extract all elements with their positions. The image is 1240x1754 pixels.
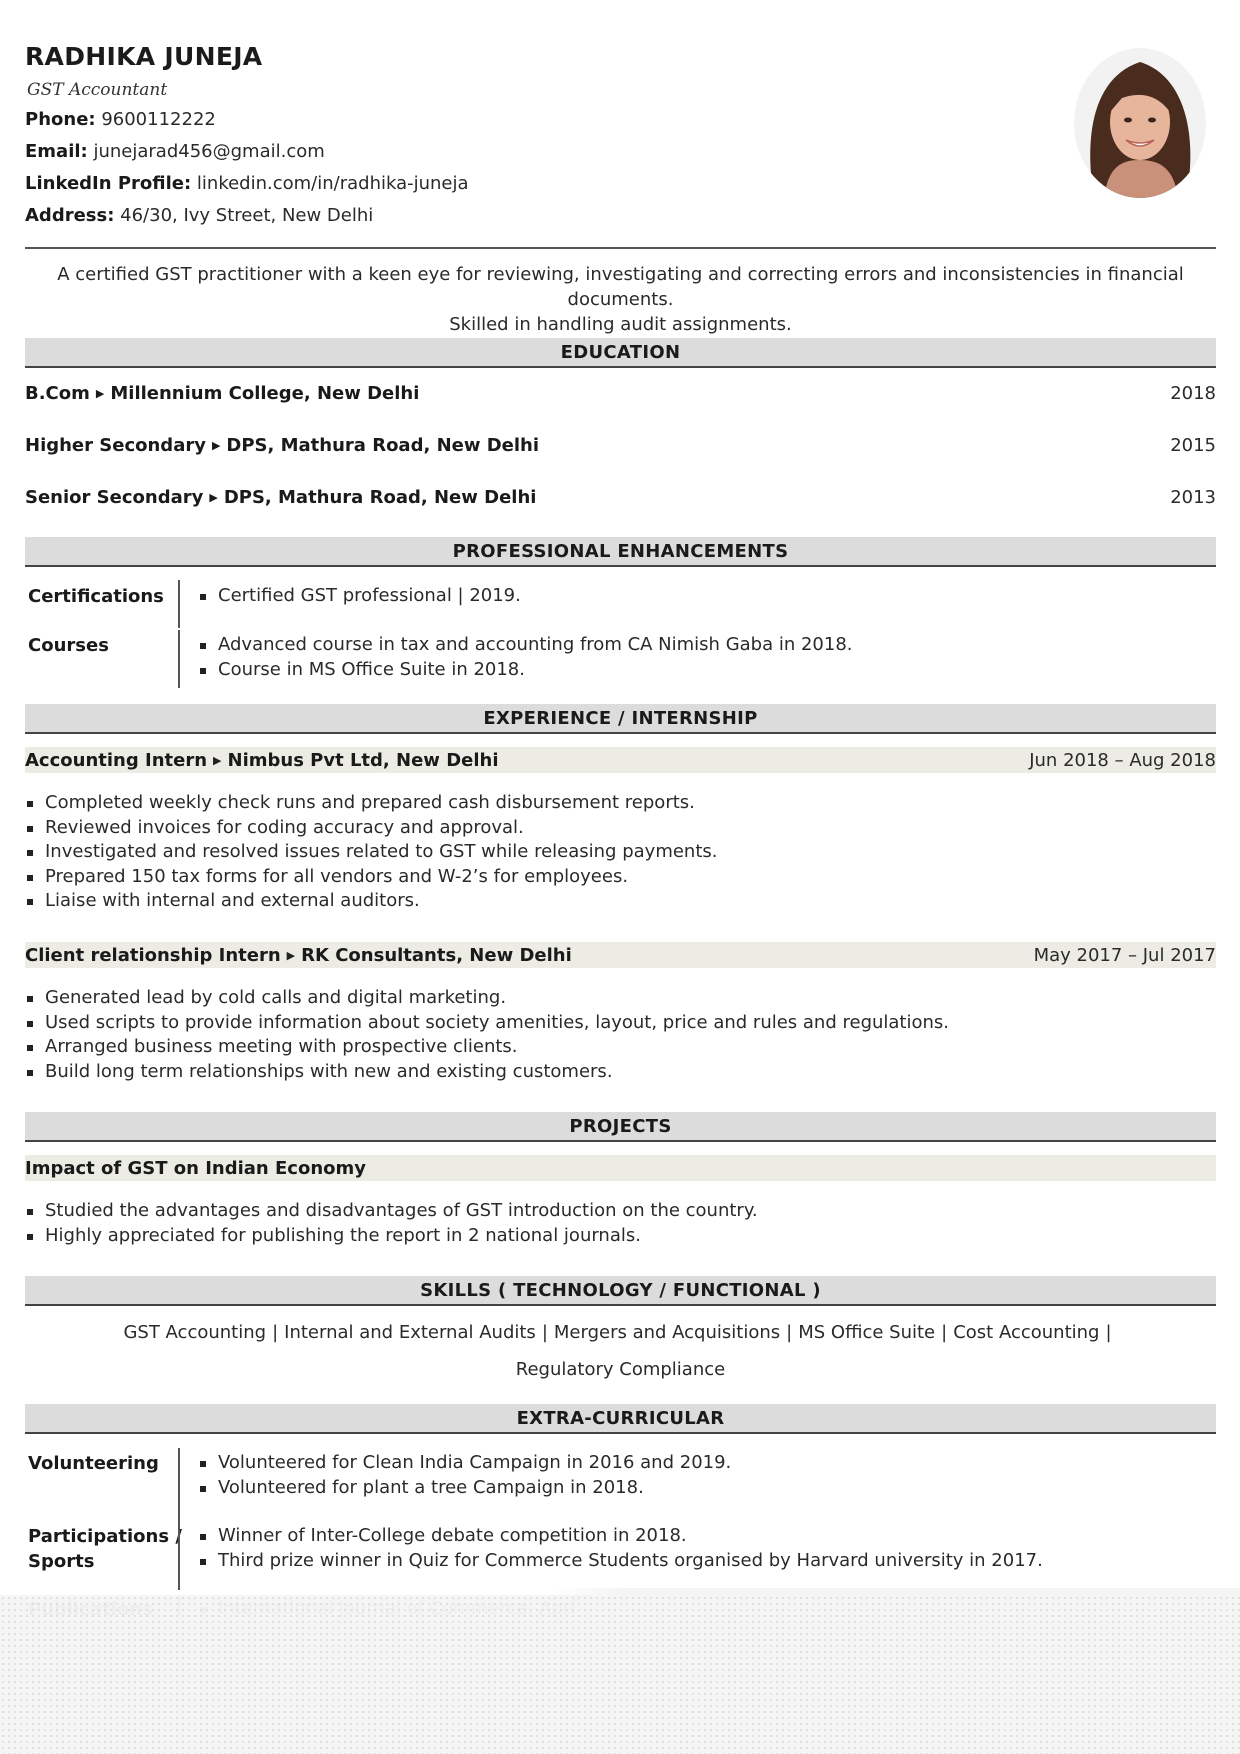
job-dates: Jun 2018 – Aug 2018 xyxy=(1029,750,1216,771)
resume-header xyxy=(25,0,1216,248)
list-item: Generated lead by cold calls and digital marketing. xyxy=(25,986,949,1011)
participation-list xyxy=(198,1524,1043,1573)
separator: | xyxy=(941,1322,948,1343)
list-item: Third prize winner in Quiz for Commerce Students organised by Harvard university in 2017. xyxy=(198,1549,1043,1574)
job-header xyxy=(25,942,1216,968)
separator: | xyxy=(272,1322,279,1343)
summary-line-1: A certified GST practitioner with a keen eye for reviewing, investigating and correcting errors and inconsistencies in financial documents. xyxy=(57,264,1184,310)
education-row xyxy=(25,487,1216,508)
list-item: Investigated and resolved issues related to GST while releasing payments. xyxy=(25,840,718,865)
skill-item: Mergers and Acquisitions xyxy=(553,1322,781,1343)
list-item: Reviewed invoices for coding accuracy and approval. xyxy=(25,816,718,841)
separator: | xyxy=(541,1322,548,1343)
section-extra-curricular xyxy=(25,1404,1216,1434)
profile-photo-illustration xyxy=(1074,48,1206,198)
participation-label xyxy=(28,1524,182,1574)
skill-item: Cost Accounting xyxy=(953,1322,1100,1343)
education-school: DPS, Mathura Road, New Delhi xyxy=(226,435,540,456)
section-title: SKILLS ( TECHNOLOGY / FUNCTIONAL ) xyxy=(420,1280,821,1301)
list-item: Prepared 150 tax forms for all vendors and W-2’s for employees. xyxy=(25,865,718,890)
list-item: Arranged business meeting with prospective clients. xyxy=(25,1035,949,1060)
address-label: Address: xyxy=(25,205,115,226)
summary-line-2: Skilled in handling audit assignments. xyxy=(449,314,792,335)
column-divider xyxy=(178,630,180,688)
participation-label-line: Participations / xyxy=(28,1526,182,1547)
courses-label: Courses xyxy=(28,635,109,656)
profile-photo xyxy=(1074,48,1206,198)
skill-item: Internal and External Audits xyxy=(284,1322,536,1343)
volunteering-list xyxy=(198,1451,731,1500)
education-year: 2013 xyxy=(1170,487,1216,508)
section-education xyxy=(25,338,1216,368)
separator: | xyxy=(1105,1322,1112,1343)
job-company: Nimbus Pvt Ltd, New Delhi xyxy=(227,750,499,771)
phone-line xyxy=(25,109,216,130)
candidate-role: GST Accountant xyxy=(27,80,168,100)
list-item: Completed weekly check runs and prepared cash disbursement reports. xyxy=(25,791,718,816)
phone-label: Phone: xyxy=(25,109,96,130)
job-points xyxy=(25,791,718,914)
linkedin-value[interactable]: linkedin.com/in/radhika-juneja xyxy=(196,173,469,194)
job-dates: May 2017 – Jul 2017 xyxy=(1033,945,1216,966)
list-item: Winner of Inter-College debate competition in 2018. xyxy=(198,1524,1043,1549)
education-year: 2018 xyxy=(1170,383,1216,404)
education-row xyxy=(25,383,1216,404)
education-degree: B.Com xyxy=(25,383,90,404)
skill-item: Regulatory Compliance xyxy=(515,1359,726,1380)
section-skills xyxy=(25,1276,1216,1306)
summary xyxy=(25,262,1216,337)
job-header xyxy=(25,747,1216,773)
list-item: Highly appreciated for publishing the report in 2 national journals. xyxy=(25,1224,758,1249)
education-year: 2015 xyxy=(1170,435,1216,456)
list-item: Build long term relationships with new and existing customers. xyxy=(25,1060,949,1085)
project-header xyxy=(25,1155,1216,1181)
certifications-list xyxy=(198,584,521,609)
list-item: Used scripts to provide information about society amenities, layout, price and rules and regulations. xyxy=(25,1011,949,1036)
column-divider xyxy=(178,1520,180,1590)
section-experience xyxy=(25,704,1216,734)
skill-item: MS Office Suite xyxy=(798,1322,936,1343)
list-item: Liaise with internal and external auditors. xyxy=(25,889,718,914)
section-title: PROJECTS xyxy=(569,1116,672,1137)
job-company: RK Consultants, New Delhi xyxy=(301,945,572,966)
education-school: DPS, Mathura Road, New Delhi xyxy=(223,487,537,508)
skills-list xyxy=(25,1314,1216,1388)
list-item: Advanced course in tax and accounting from CA Nimish Gaba in 2018. xyxy=(198,633,853,658)
phone-value: 9600112222 xyxy=(101,109,216,130)
volunteering-label: Volunteering xyxy=(28,1453,159,1474)
certifications-label: Certifications xyxy=(28,586,164,607)
participation-label-line: Sports xyxy=(28,1551,95,1572)
address-line xyxy=(25,205,373,226)
section-title: EDUCATION xyxy=(560,342,681,363)
column-divider xyxy=(178,580,180,628)
section-title: EXTRA-CURRICULAR xyxy=(516,1408,725,1429)
list-item: Volunteered for Clean India Campaign in 2016 and 2019. xyxy=(198,1451,731,1476)
triangle-right-icon: ▶ xyxy=(211,439,221,452)
section-title: EXPERIENCE / INTERNSHIP xyxy=(483,708,758,729)
linkedin-line xyxy=(25,173,469,194)
job-role: Client relationship Intern xyxy=(25,945,281,966)
email-value[interactable]: junejarad456@gmail.com xyxy=(93,141,325,162)
education-degree: Senior Secondary xyxy=(25,487,204,508)
triangle-right-icon: ▶ xyxy=(209,491,218,504)
list-item: Studied the advantages and disadvantages of GST introduction on the country. xyxy=(25,1199,758,1224)
section-projects xyxy=(25,1112,1216,1142)
list-item: Course in MS Office Suite in 2018. xyxy=(198,658,853,683)
list-item: Certified GST professional | 2019. xyxy=(198,584,521,609)
section-title: PROFESSIONAL ENHANCEMENTS xyxy=(452,541,789,562)
triangle-right-icon: ▶ xyxy=(286,949,296,962)
project-name: Impact of GST on Indian Economy xyxy=(25,1158,367,1179)
job-points xyxy=(25,986,949,1084)
email-line xyxy=(25,141,325,162)
education-school: Millennium College, New Delhi xyxy=(110,383,420,404)
section-professional xyxy=(25,537,1216,567)
email-label: Email: xyxy=(25,141,88,162)
job-role: Accounting Intern xyxy=(25,750,208,771)
header-divider xyxy=(25,247,1216,249)
resume-page xyxy=(25,0,1216,1572)
project-points xyxy=(25,1199,758,1248)
fade-overlay xyxy=(0,1595,1240,1754)
candidate-name: RADHIKA JUNEJA xyxy=(25,42,263,71)
separator: | xyxy=(786,1322,793,1343)
linkedin-label: LinkedIn Profile: xyxy=(25,173,192,194)
education-row xyxy=(25,435,1216,456)
list-item: Volunteered for plant a tree Campaign in 2018. xyxy=(198,1476,731,1501)
courses-list xyxy=(198,633,853,682)
triangle-right-icon: ▶ xyxy=(213,754,222,767)
column-divider xyxy=(178,1448,180,1520)
education-degree: Higher Secondary xyxy=(25,435,206,456)
triangle-right-icon: ▶ xyxy=(95,387,105,400)
address-value: 46/30, Ivy Street, New Delhi xyxy=(120,205,374,226)
skill-item: GST Accounting xyxy=(123,1322,267,1343)
